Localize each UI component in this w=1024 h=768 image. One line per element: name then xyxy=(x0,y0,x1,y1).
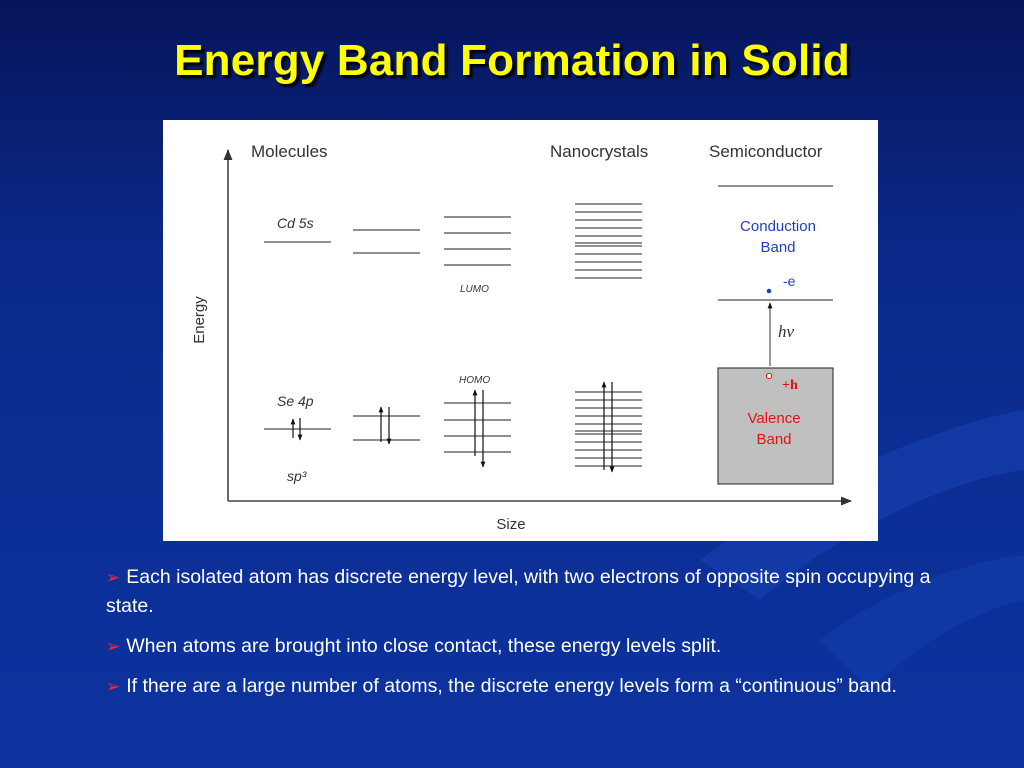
size-axis-label: Size xyxy=(496,516,526,533)
sp3-label: sp³ xyxy=(287,468,307,484)
column-nanocrystals: Nanocrystals xyxy=(550,142,649,161)
bullet-text: If there are a large number of atoms, the discrete energy levels form a “continuous” band. xyxy=(126,675,897,697)
photon-label: hν xyxy=(778,322,795,341)
electron-label: -e xyxy=(783,273,796,289)
dimer-spin-arrows xyxy=(381,407,389,444)
arrow-bullet-icon: ➢ xyxy=(106,677,121,696)
valence-band-label-line1: Valence xyxy=(747,410,801,427)
slide-title: Energy Band Formation in Solid xyxy=(174,36,850,85)
hole-icon xyxy=(766,373,771,378)
cluster-lower-levels xyxy=(444,403,511,452)
valence-band-label-line2: Band xyxy=(756,431,792,448)
bullet-list xyxy=(106,563,966,712)
nanocrystal-lower-levels xyxy=(575,392,642,466)
cluster-upper-levels xyxy=(444,217,511,265)
cd5s-label: Cd 5s xyxy=(277,215,314,231)
bullet-text: Each isolated atom has discrete energy level, with two electrons of opposite spin occupying a state. xyxy=(106,566,931,617)
arrow-bullet-icon: ➢ xyxy=(106,568,121,587)
lumo-label: LUMO xyxy=(460,284,489,295)
cluster-spin-arrows xyxy=(475,390,483,467)
bullet-item xyxy=(106,632,966,661)
conduction-band-label-line2: Band xyxy=(760,239,796,256)
bullet-item xyxy=(106,563,966,621)
column-semiconductor: Semiconductor xyxy=(709,142,823,161)
energy-axis-label: Energy xyxy=(191,296,208,344)
homo-label: HOMO xyxy=(459,375,491,386)
column-molecules: Molecules xyxy=(251,142,328,161)
conduction-band-label-line1: Conduction xyxy=(740,218,816,235)
electron-dot-icon xyxy=(767,289,772,294)
dimer-upper-levels xyxy=(353,230,420,253)
arrow-bullet-icon: ➢ xyxy=(106,637,121,656)
bullet-item xyxy=(106,672,966,701)
diagram-svg xyxy=(163,120,878,541)
hole-label: +h xyxy=(782,378,798,393)
se4p-label: Se 4p xyxy=(277,393,314,409)
dimer-lower-levels xyxy=(353,416,420,440)
energy-band-diagram xyxy=(163,120,878,541)
bullet-text: When atoms are brought into close contact, these energy levels split. xyxy=(126,635,722,657)
nanocrystal-upper-levels xyxy=(575,204,642,278)
